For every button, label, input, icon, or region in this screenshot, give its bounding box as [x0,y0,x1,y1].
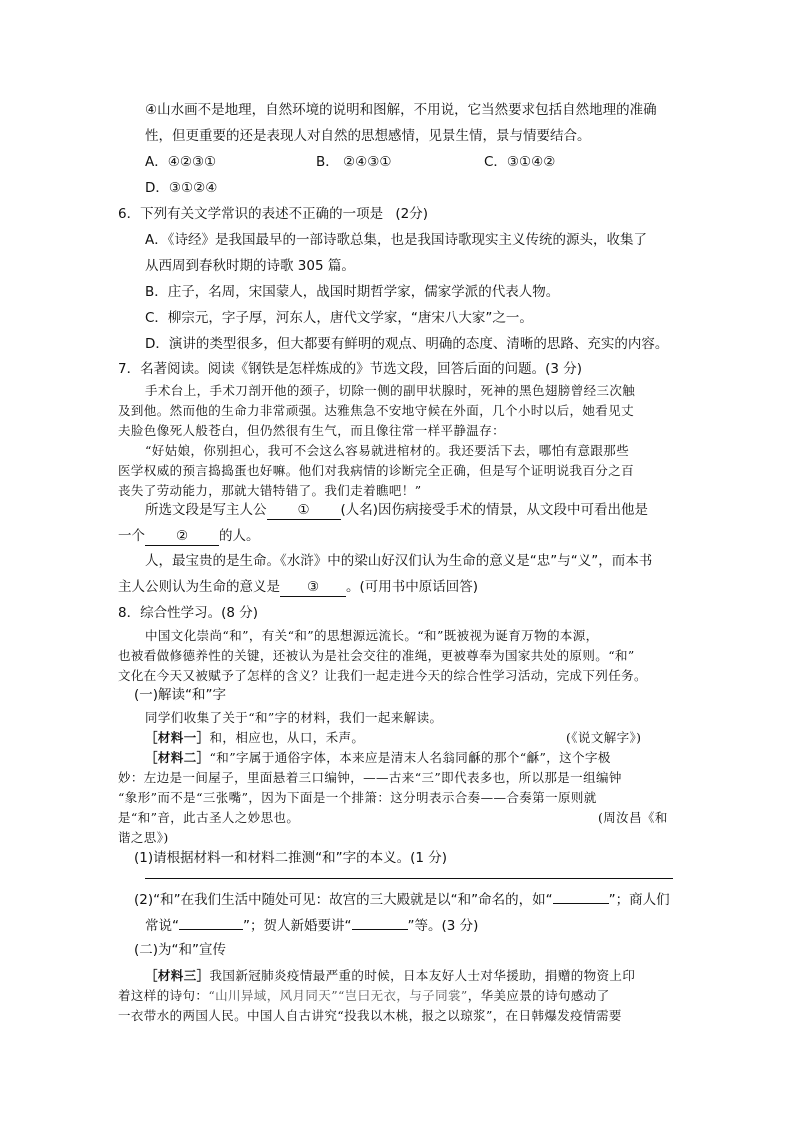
q8-part1-title: (一)解读“和”字 [134,687,227,703]
q7-excerpt-line6: 丧失了劳动能力，那就大错特错了。我们走着瞧吧！” [118,483,422,498]
q8-stem: 8．综合性学习。(8 分) [118,605,259,621]
q8-material2-line2: 妙：左边是一间屋子，里面悬着三口编钟，——古来“三”即代表多也，所以那是一组编钟 [118,770,622,785]
q7-para2 [118,527,260,546]
material3-text-2a: 着这样的诗句： [118,988,209,1003]
q8-blank-hall[interactable] [553,889,609,904]
material3-text-2b: ，华美应景的诗句感动了 [467,988,610,1003]
q5-option-d: D．③①②④ [145,180,218,196]
q7-para3-text-b: 。(可用书中原话回答) [346,579,479,595]
q8-material2-line5: 谐之思》) [118,830,169,845]
q6-stem-text: 6．下列有关文学常识的表述不正确的一项是 [118,206,384,222]
q8-sub2-text-b: ”；商人们 [608,892,670,908]
q6-option-b: B．庄子，名周，宋国蒙人，战国时期哲学家，儒家学派的代表人物。 [145,284,560,300]
q8-material2-line4: 是“和”音，此古圣人之妙思也。 [118,810,300,825]
q8-sub2-text-e: ”等。(3 分) [407,918,479,934]
q7-blank-1[interactable]: ① [267,501,341,520]
q6-option-c: C．柳宗元，字子厚，河东人，唐代文学家，“唐宋八大家”之一。 [145,310,533,326]
q7-excerpt-line5: 医学权威的预言捣捣蛋也好嘛。他们对我病情的诊断完全正确，但是写个证明说我百分之百 [118,463,635,478]
material2-label: ［材料二］ [145,750,210,765]
q6-option-d: D．演讲的类型很多，但大都要有鲜明的观点、明确的态度、清晰的思路、充实的内容。 [145,336,669,352]
material3-text-1: 我国新冠肺炎疫情最严重的时候，日本友好人士对华援助，捐赠的物资上印 [209,968,636,983]
material1-source: (《说文解字》) [566,730,642,745]
q8-sub2-text-a: (2)“和”在我们生活中随处可见：故宫的三大殿就是以“和”命名的，如“ [134,892,553,908]
q5-item4-line2: 性，但更重要的还是表现人对自然的思想感情，见景生情，景与情要结合。 [145,128,591,144]
q7-stem: 7．名著阅读。阅读《钢铁是怎样炼成的》节选文段，回答后面的问题。(3 分) [118,361,583,377]
q5-option-a: A．④②③① [145,154,217,170]
q7-para3-line1: 人，最宝贵的是生命。《水浒》中的梁山好汉们认为生命的意义是“忠”与“义”，而本书 [145,553,653,569]
q8-intro-line1: 中国文化崇尚“和”，有关“和”的思想源远流长。“和”既被视为诞育万物的本源， [145,628,599,643]
q8-blank-merchant[interactable] [179,915,243,930]
q8-intro-line3: 文化在今天又被赋予了怎样的含义？让我们一起走进今天的综合性学习活动，完成下列任务。 [118,668,647,683]
q8-sub2-line1 [134,889,670,909]
q6-stem [118,205,428,223]
material2-text-1: “和”字属于通俗字体，本来应是清末人名翁同龢的那个“龢”，这个字极 [209,750,611,765]
material3-poem-quote: “山川异域，风月同天”“岂曰无衣，与子同裳” [208,988,468,1003]
q7-excerpt-line3: 夫脸色像死人般苍白，但仍然很有生气，而且像往常一样平静温存： [118,423,506,438]
q8-material2-line3: “象形”而不是“三张嘴”，因为下面是一个排箫：这分明表示合奏——合奏第一原则就 [118,790,597,805]
q8-intro-line2: 也被看做修德养性的关键，还被认为是社会交往的准绳，更被尊奉为国家共处的原则。“和” [118,648,635,663]
q8-material3-line3: 一衣带水的两国人民。中国人自古讲究“投我以木桃，报之以琼浆”，在日韩爆发疫情需要 [118,1008,622,1023]
q8-part1-intro: 同学们收集了关于“和”字的材料，我们一起来解读。 [145,710,443,725]
material3-label: ［材料三］ [145,968,210,983]
q7-excerpt-line2: 及到他。然而他的生命力非常顽强。达雅焦急不安地守候在外面，几个小时以后，她看见丈 [118,403,635,418]
q7-para2-text-a: 一个 [118,528,145,544]
material2-source: (周汝昌《和 [598,810,668,825]
q6-option-a-line1: A．《诗经》是我国最早的一部诗歌总集，也是我国诗歌现实主义传统的源头，收集了 [145,232,647,248]
q8-material2-line1 [145,749,611,767]
q8-sub2-text-c: 常说“ [145,918,179,934]
q7-para1 [145,501,648,520]
q8-material3-line1 [145,967,635,985]
q8-material1 [145,729,364,747]
material1-label: ［材料一］ [145,730,210,745]
q8-part2-title: (二)为“和”宣传 [134,942,227,958]
q5-option-b: B． ②④③① [316,154,392,170]
q7-excerpt-line4: “好姑娘，你别担心，我可不会这么容易就进棺材的。我还要活下去，哪怕有意跟那些 [145,443,630,458]
q7-para1-text-b: (人名)因伤病接受手术的情景，从文段中可看出他是 [340,502,649,518]
q7-blank-2[interactable]: ② [145,527,219,546]
q7-para3-text-a: 主人公则认为生命的意义是 [118,579,280,595]
q6-score: (2分) [395,206,429,222]
q8-sub1-answer-line[interactable] [145,878,673,879]
q5-item4-line1: ④山水画不是地理，自然环境的说明和图解，不用说，它当然要求包括自然地理的准确 [145,102,657,118]
q7-para3-line2 [118,578,478,597]
material1-text: 和，相应也，从口，禾声。 [209,730,365,745]
q8-sub2-text-d: ”；贺人新婚要讲“ [243,918,352,934]
q7-para1-text-a: 所选文段是写主人公 [145,502,267,518]
q7-para2-text-b: 的人。 [219,528,260,544]
q5-option-c: C．③①④② [484,154,556,170]
q7-blank-3[interactable]: ③ [280,578,346,597]
q8-blank-wedding[interactable] [352,915,408,930]
q8-material3-line2 [118,987,610,1005]
q8-sub1: (1)请根据材料一和材料二推测“和”字的本义。(1 分) [134,850,448,866]
q6-option-a-line2: 从西周到春秋时期的诗歌 305 篇。 [145,258,355,274]
q8-sub2-line2 [145,915,478,935]
q7-excerpt-line1: 手术台上，手术刀剖开他的颈子，切除一侧的副甲状腺时，死神的黑色翅膀曾经三次触 [145,383,636,398]
